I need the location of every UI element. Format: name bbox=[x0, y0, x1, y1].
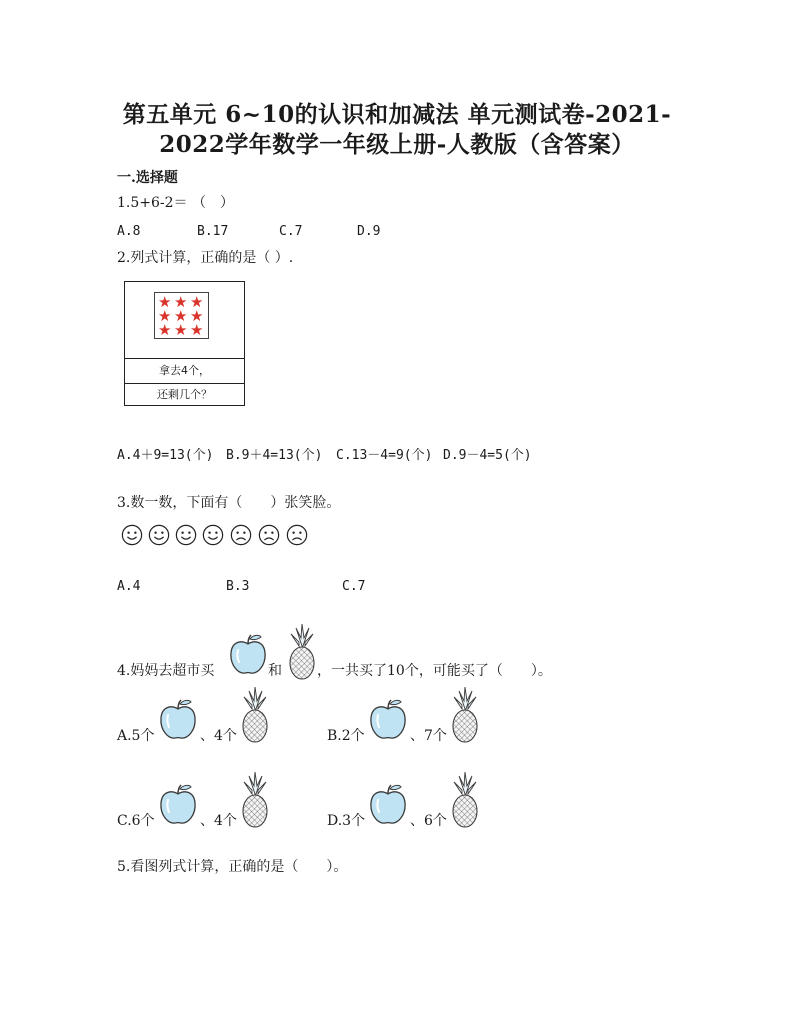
star-icon: ★ bbox=[190, 293, 204, 311]
question-4-stem-end: ，一共买了10个，可能买了（ ）。 bbox=[317, 663, 552, 679]
apple-icon bbox=[228, 632, 268, 676]
question-3-option-b: B.3 bbox=[226, 579, 250, 594]
question-4-option-d-mid: 、6个 bbox=[410, 813, 447, 829]
question-1-option-a: A.8 bbox=[117, 224, 141, 239]
question-4-stem-and: 和 bbox=[268, 663, 282, 679]
star-icon: ★ bbox=[174, 321, 188, 339]
question-2-option-c: C.13－4=9(个) bbox=[336, 448, 433, 463]
question-4-option-d-prefix: D.3个 bbox=[327, 813, 366, 829]
question-5-stem: 5.看图列式计算，正确的是（ ）。 bbox=[117, 859, 348, 875]
question-3-option-c: C.7 bbox=[342, 579, 366, 594]
stars-grid bbox=[154, 292, 209, 339]
apple-icon bbox=[158, 782, 198, 826]
question-4-option-b-mid: 、7个 bbox=[410, 728, 447, 744]
smile-face-icon bbox=[121, 524, 143, 546]
question-2-option-a: A.4＋9=13(个) bbox=[117, 448, 214, 463]
question-1-option-d: D.9 bbox=[357, 224, 381, 239]
star-icon: ★ bbox=[174, 307, 188, 325]
question-4-stem-start: 4.妈妈去超市买 bbox=[117, 663, 215, 679]
title-line-1: 第五单元 6~10的认识和加减法 单元测试卷-2021- bbox=[122, 101, 672, 128]
pineapple-icon bbox=[287, 624, 317, 680]
star-icon: ★ bbox=[190, 307, 204, 325]
pineapple-icon bbox=[450, 772, 480, 828]
pineapple-icon bbox=[240, 687, 270, 743]
apple-icon bbox=[368, 782, 408, 826]
apple-icon bbox=[368, 697, 408, 741]
question-3-option-a: A.4 bbox=[117, 579, 141, 594]
page-title bbox=[90, 100, 704, 160]
star-icon: ★ bbox=[190, 321, 204, 339]
question-2-option-b: B.9＋4=13(个) bbox=[226, 448, 323, 463]
pineapple-icon bbox=[450, 687, 480, 743]
star-icon: ★ bbox=[158, 307, 172, 325]
sad-face-icon bbox=[286, 524, 308, 546]
smile-face-icon bbox=[148, 524, 170, 546]
question-1-option-c: C.7 bbox=[279, 224, 303, 239]
sad-face-icon bbox=[230, 524, 252, 546]
question-4-option-a-mid: 、4个 bbox=[200, 728, 237, 744]
star-icon: ★ bbox=[158, 293, 172, 311]
question-2-stem: 2.列式计算，正确的是（ ）. bbox=[117, 250, 294, 266]
question-4-option-c-prefix: C.6个 bbox=[117, 813, 155, 829]
question-3-stem: 3.数一数，下面有（ ）张笑脸。 bbox=[117, 495, 341, 511]
figure-row-remaining: 还剩几个？ bbox=[157, 388, 212, 401]
question-2-option-d: D.9－4=5(个) bbox=[443, 448, 532, 463]
section-heading: 一.选择题 bbox=[117, 170, 178, 186]
question-4-option-c-mid: 、4个 bbox=[200, 813, 237, 829]
pineapple-icon bbox=[240, 772, 270, 828]
smile-face-icon bbox=[202, 524, 224, 546]
figure-image-area bbox=[125, 282, 244, 359]
question-1-option-b: B.17 bbox=[197, 224, 229, 239]
question-1-stem: 1.5+6-2＝ （ ） bbox=[117, 195, 234, 211]
apple-icon bbox=[158, 697, 198, 741]
star-icon: ★ bbox=[158, 321, 172, 339]
question-4-option-a-prefix: A.5个 bbox=[117, 728, 155, 744]
figure-row-take-away: 拿去4个， bbox=[125, 359, 244, 384]
question-2-figure bbox=[124, 281, 245, 406]
sad-face-icon bbox=[258, 524, 280, 546]
question-4-option-b-prefix: B.2个 bbox=[327, 728, 365, 744]
star-icon: ★ bbox=[174, 293, 188, 311]
smile-face-icon bbox=[175, 524, 197, 546]
title-line-2: 2022学年数学一年级上册-人教版（含答案） bbox=[159, 131, 635, 158]
